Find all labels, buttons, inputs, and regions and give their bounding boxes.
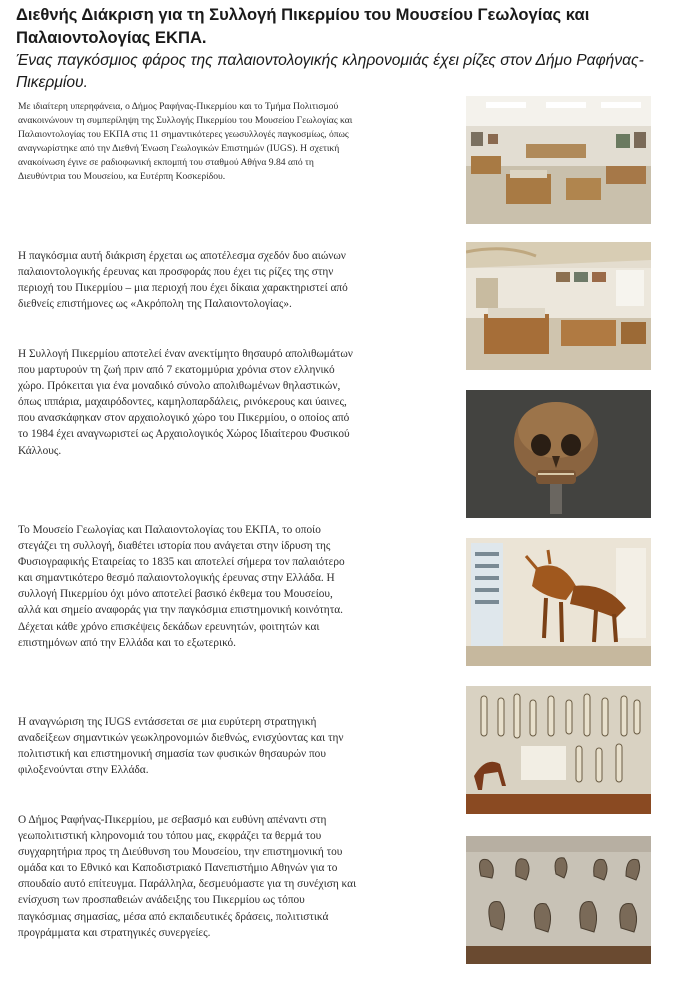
article-title: Διεθνής Διάκριση για τη Συλλογή Πικερμίου του Μουσείου Γεωλογίας και Παλαιοντολογίας ΕΚΠΑ. bbox=[16, 5, 590, 47]
fossil-skull-photo bbox=[466, 390, 651, 518]
fossil-bones-display-photo bbox=[466, 686, 651, 814]
paragraph-award-announcement: Με ιδιαίτερη υπερηφάνεια, ο Δήμος Ραφήνας-Πικερμίου και το Τμήμα Πολιτισμού ανακοινώνουν τη συμπερίληψη της Συλλογής Πικερμίου του Μουσείου Γεωλογίας και Παλαιοντολογίας του ΕΚΠΑ στις 11 σημαντικότερες γεωσυλλογές παγκοσμίως, όπως αναγνωρίστηκε από την Διεθνή Ένωση Γεωλογικών Επιστημών (IUGS). Η σχετική ανακοίνωση έγινε σε ραδιοφωνική εκπομπή του σταθμού Αθήνα 9.84 από τη Διευθύντρια του Μουσείου, κα Ευτέρπη Κοσκερίδου. bbox=[18, 101, 353, 182]
paragraph-museum-history: Το Μουσείο Γεωλογίας και Παλαιοντολογίας του ΕΚΠΑ, το οποίο στεγάζει τη συλλογή, διαθέτει ιστορία που ανάγεται στην ίδρυση της Φυσιογραφικής Εταιρείας το 1835 και αποτελεί σήμερα τον παλαιότερο και σημαντικότερο θεσμό παλαιοντολογικής έρευνας στην Ελλάδα. Η συλλογή Πικερμίου όχι μόνο αποτελεί βασικό έκθεμα του Μουσείου, αλλά και σημείο αναφοράς για την παγκόσμια επιστημονική κοινότητα. Δέχεται κάθε χρόνο επισκέψεις δεκάδων ερευνητών, φοιτητών και επιστημόνων από την Ελλάδα και το εξωτερικό. bbox=[18, 524, 345, 649]
dinosaur-skeleton-photo bbox=[466, 538, 651, 666]
paragraph-collection-description: Η Συλλογή Πικερμίου αποτελεί έναν ανεκτίμητο θησαυρό απολιθωμάτων που μαρτυρούν τη ζωή πριν από 7 εκατομμύρια χρόνια στον ελληνικό χώρο. Πρόκειται για ένα μοναδικό σύνολο απολιθωμένων θηλαστικών, όπως ιππάρια, μαχαιρόδοντες, καμηλοπαρδάλεις, ρινόκερους και ύαινες, που ανασκάφηκαν στον αρχαιολογικό χώρο του Πικερμίου, ο οποίος από το 1984 έχει αναγνωριστεί ως Αρχαιολογικός Χώρος Ιδιαίτερου Φυσικού Κάλλους. bbox=[18, 348, 353, 457]
museum-hall-photo bbox=[466, 96, 651, 224]
paragraph-research-history: Η παγκόσμια αυτή διάκριση έρχεται ως αποτέλεσμα σχεδόν δυο αιώνων παλαιοντολογικής έρευνας και προσφοράς που έχει τις ρίζες της στην περιοχή του Πικερμίου – μια περιοχή που έχει δίκαια χαρακτηριστεί από διεθνείς επιστήμονες ως «Ακρόπολη της Παλαιοντολογίας». bbox=[18, 250, 348, 311]
exhibition-room-photo bbox=[466, 242, 651, 370]
fossil-horns-display-photo bbox=[466, 836, 651, 964]
paragraph-municipality-statement: Ο Δήμος Ραφήνας-Πικερμίου, με σεβασμό και ευθύνη απέναντι στη γεωπολιτιστική κληρονομιά του τόπου μας, εκφράζει τα θερμά του συγχαρητήρια προς τη Διεύθυνση του Μουσείου, την επιστημονική του ομάδα και το Εθνικό και Καποδιστριακό Πανεπιστήμιο Αθηνών για το σπουδαίο αυτό επίτευγμα. Παράλληλα, δεσμευόμαστε για τη συνέχιση και ενίσχυση των προσπαθειών ανάδειξης του Πικερμίου ως τόπου παγκόσμιας σημασίας, μέσα από εκπαιδευτικές δράσεις, πολιτιστικά προγράμματα και στρατηγικές συνεργείες. bbox=[18, 814, 357, 939]
paragraph-iugs-recognition: Η αναγνώριση της IUGS εντάσσεται σε μια ευρύτερη στρατηγική αναδείξεων σημαντικών γεωκληρονομιών διεθνώς, ενισχύοντας και την πολιτιστική και επιστημονική σημασία των φυσικών θησαυρών που φιλοξενούνται στην Ελλάδα. bbox=[18, 716, 344, 777]
article-subtitle: Ένας παγκόσμιος φάρος της παλαιοντολογικής κληρονομιάς έχει ρίζες στον Δήμο Ραφήνας-Πικερμίου. bbox=[16, 52, 644, 91]
